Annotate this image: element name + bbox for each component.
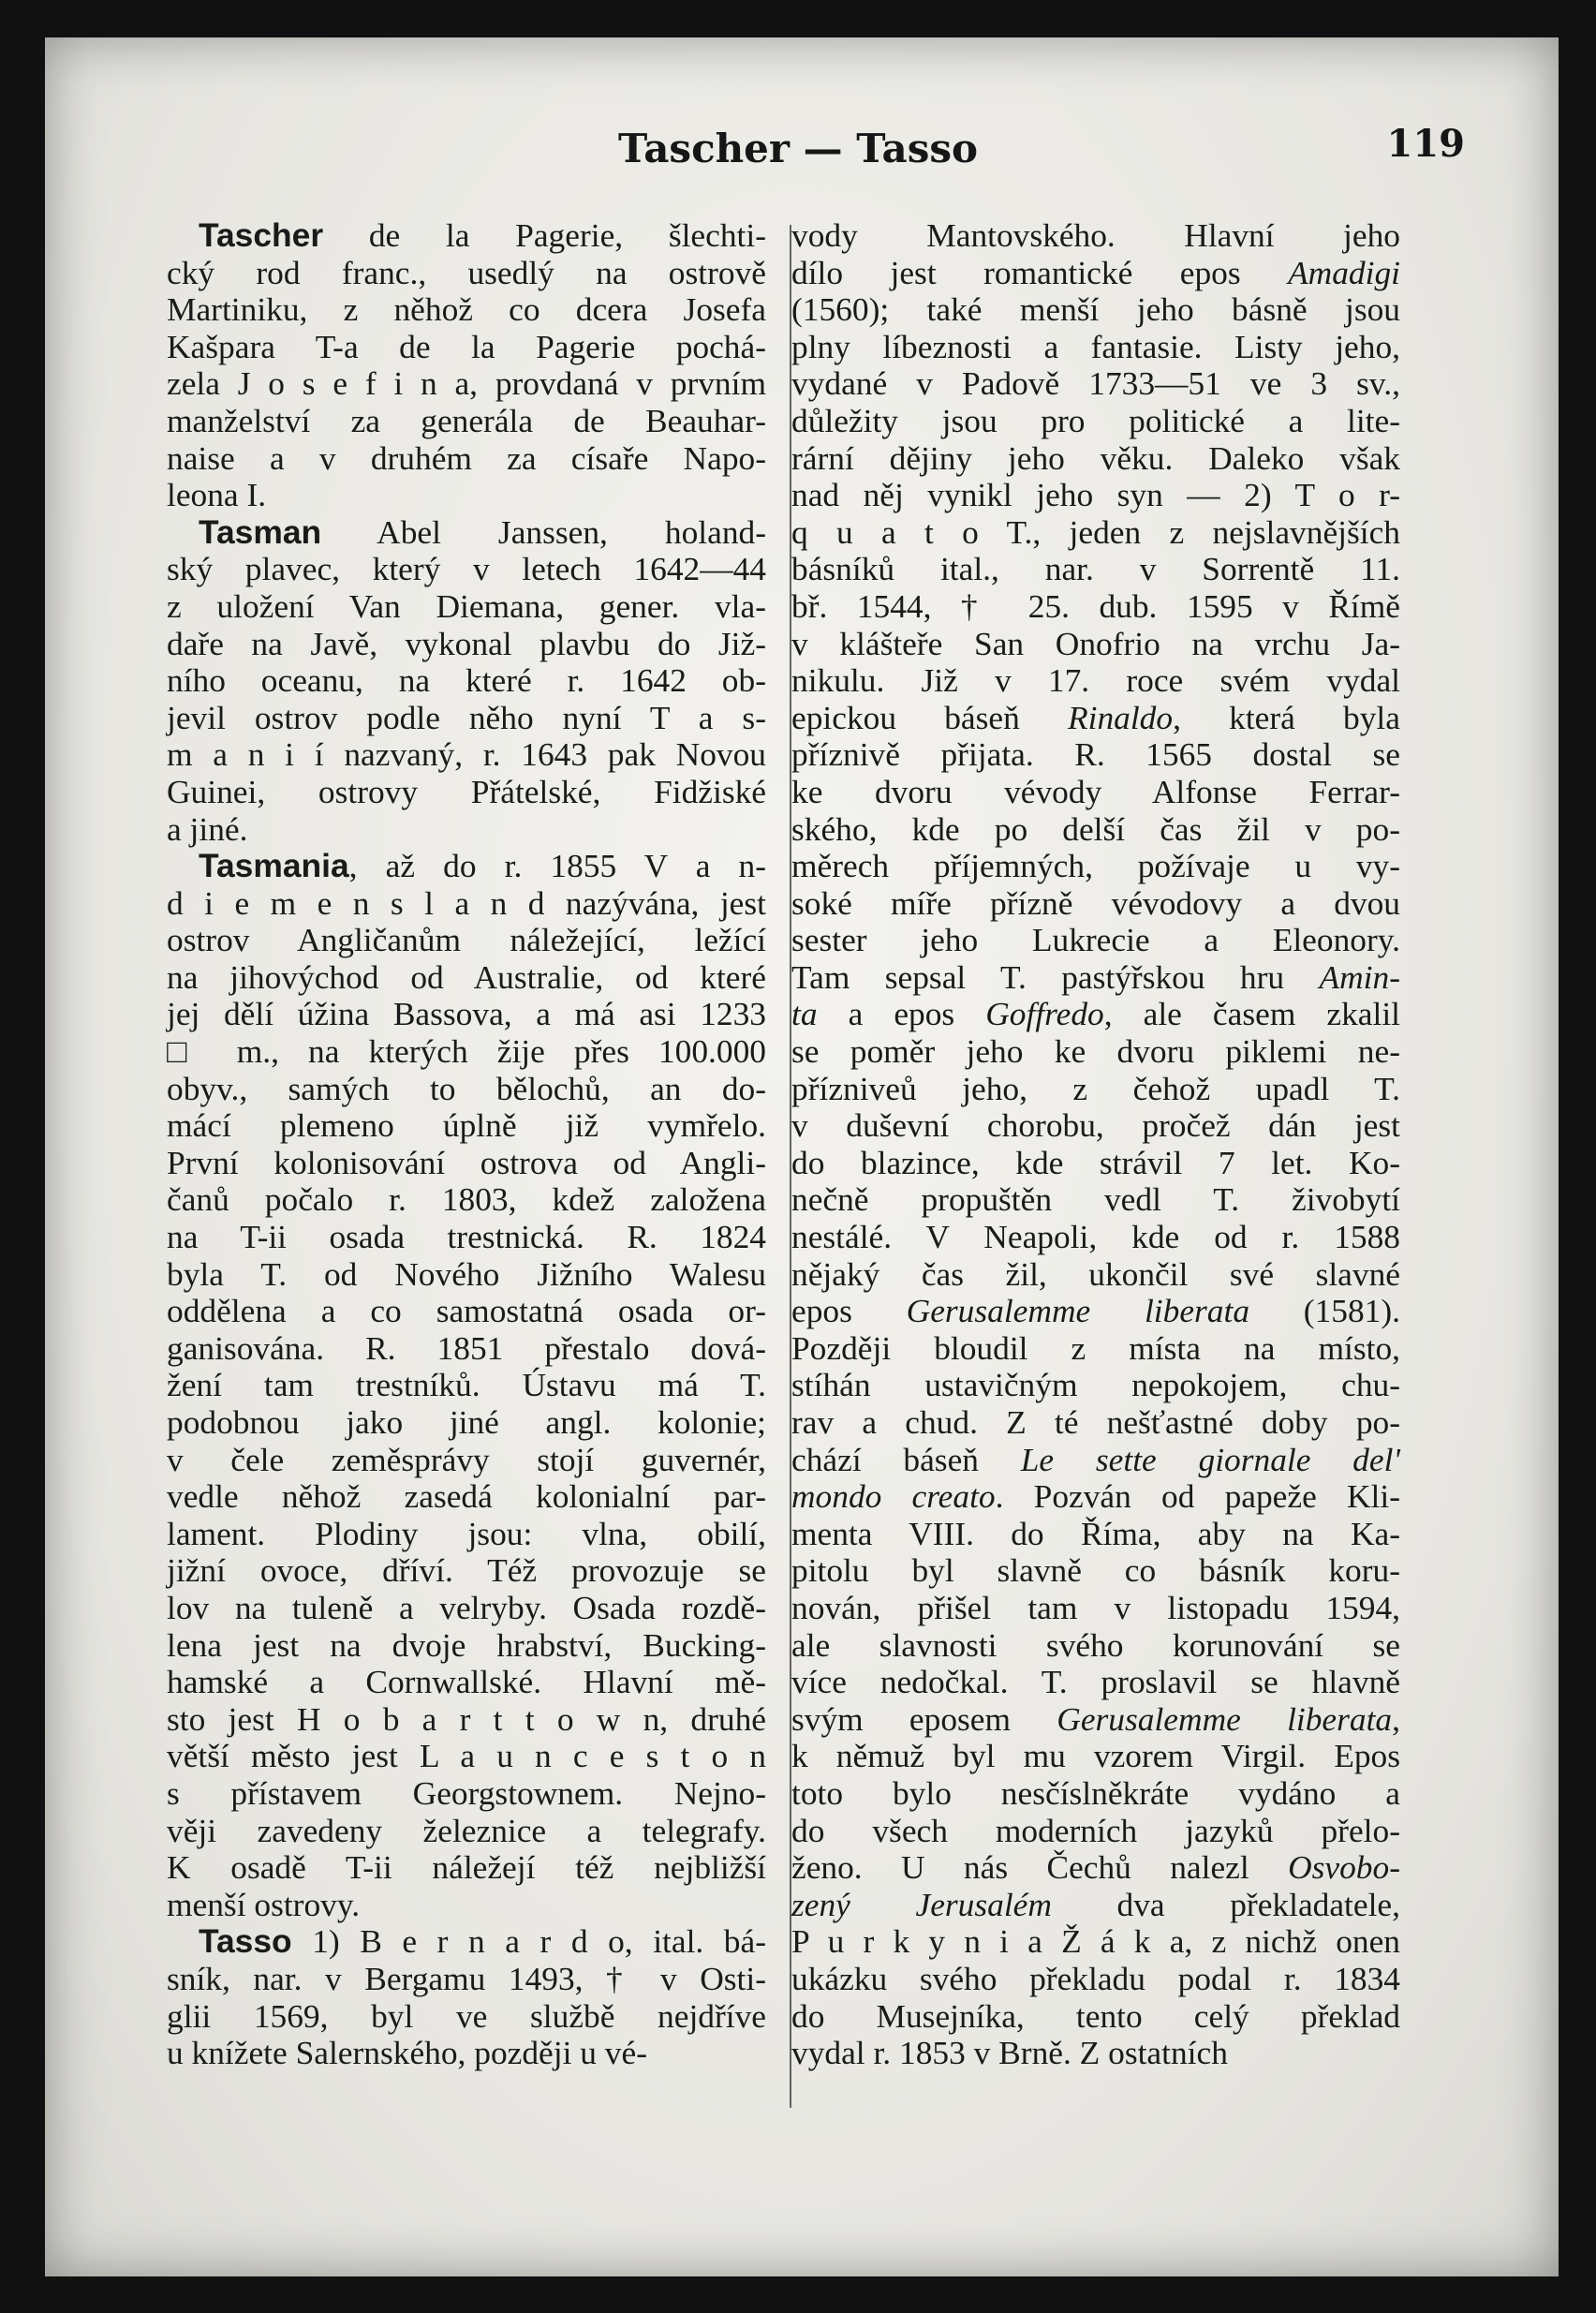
right-column: [791, 217, 1400, 2072]
text-line: [791, 403, 1400, 440]
line-text: hamské a Cornwallské. Hlavní mě-: [167, 1663, 766, 1701]
line-text: ního oceanu, na které r. 1642 ob-: [167, 661, 766, 700]
line-text: v čele zeměsprávy stojí guvernér,: [167, 1440, 766, 1478]
text-line: [791, 1775, 1400, 1813]
text-line: [791, 255, 1400, 292]
line-text: větší město jest L a u n c e s t o n: [167, 1737, 766, 1775]
text-line: [167, 588, 766, 626]
line-text: příznivě přijata. R. 1565 dostal se: [791, 735, 1400, 774]
line-text: lament. Plodiny jsou: vlna, obilí,: [167, 1514, 766, 1552]
line-text: m a n i í nazvaný, r. 1643 pak Novou: [167, 735, 766, 774]
italic-title: Amadigi: [1288, 253, 1400, 291]
text-line: [791, 1887, 1400, 1924]
line-text: toto bylo nesčíslněkráte vydáno a: [791, 1773, 1400, 1812]
text-line: [167, 1516, 766, 1553]
text-line: [167, 217, 766, 255]
entry-headword: Tascher: [199, 216, 324, 254]
text-line: [791, 1071, 1400, 1108]
text-line: [791, 1478, 1400, 1516]
text-line: [791, 1330, 1400, 1368]
line-text: ukázku svého překladu podal r. 1834: [791, 1959, 1400, 1997]
line-text: svým eposem: [791, 1699, 1057, 1738]
line-text: jej dělí úžina Bassova, a má asi 1233: [167, 995, 766, 1033]
italic-title: Gerusalemme liberata: [906, 1292, 1250, 1330]
text-line: [791, 811, 1400, 849]
line-text: de la Pagerie, šlechti-: [323, 216, 766, 254]
line-text: žení tam trestníků. Ústavu má T.: [167, 1366, 766, 1404]
line-text: (1581).: [1249, 1292, 1400, 1330]
line-text: soké míře přízně vévodovy a dvou: [791, 883, 1400, 922]
text-line: [791, 329, 1400, 366]
text-line: [167, 700, 766, 737]
line-text: v duševní chorobu, pročež dán jest: [791, 1106, 1400, 1145]
line-text: ke dvoru vévody Alfonse Ferrar-: [791, 772, 1400, 810]
text-line: [167, 403, 766, 440]
line-text: , až do r. 1855 V a n-: [348, 847, 766, 885]
line-text: mácí plemeno úplně již vymřelo.: [167, 1106, 766, 1145]
text-line: [167, 1478, 766, 1516]
text-line: [167, 255, 766, 292]
text-line: [791, 1849, 1400, 1887]
line-text: sník, nar. v Bergamu 1493, † v Osti-: [167, 1959, 766, 1997]
line-text: (1560); také menší jeho básně jsou: [791, 290, 1400, 329]
line-text: nějaký čas žil, ukončil své slavné: [791, 1254, 1400, 1293]
text-line: [167, 736, 766, 774]
text-line: [791, 959, 1400, 997]
line-text: menta VIII. do Říma, aby na Ka-: [791, 1514, 1400, 1552]
line-text: čanů počalo r. 1803, kdež založena: [167, 1180, 766, 1219]
entry-headword: Tasmania: [199, 847, 349, 885]
text-line: [167, 1071, 766, 1108]
text-line: [167, 1849, 766, 1887]
text-line: [791, 885, 1400, 923]
text-line: [167, 1330, 766, 1368]
text-line: [791, 1145, 1400, 1182]
text-line: [791, 2035, 1400, 2072]
line-text: důležity jsou pro politické a lite-: [791, 401, 1400, 439]
text-line: [167, 2035, 766, 2072]
line-text: manželství za generála de Beauhar-: [167, 401, 766, 439]
line-text: plny líbeznosti a fantasie. Listy jeho,: [791, 327, 1400, 365]
line-text: glii 1569, byl ve službě nejdříve: [167, 1996, 766, 2035]
text-line: [167, 1627, 766, 1665]
line-text: ostrov Angličanům náležející, ležící: [167, 921, 766, 959]
text-line: [167, 996, 766, 1033]
line-text: , která byla: [1173, 698, 1400, 736]
text-line: [167, 1033, 766, 1071]
italic-title: Gerusalemme liberata: [1057, 1699, 1393, 1738]
text-line: [791, 1107, 1400, 1145]
text-line: [167, 291, 766, 329]
line-text: chází báseň: [791, 1440, 1021, 1478]
line-text: do Musejníka, tento celý překlad: [791, 1996, 1400, 2035]
line-text: 1) B e r n a r d o, ital. bá-: [291, 1922, 766, 1961]
line-text: leona I.: [167, 476, 267, 514]
text-line: [167, 514, 766, 552]
line-text: podobnou jako jiné angl. kolonie;: [167, 1403, 766, 1441]
line-text: P u r k y n i a Ž á k a, z nichž onen: [791, 1922, 1400, 1961]
text-line: [791, 1664, 1400, 1701]
text-line: [167, 440, 766, 478]
line-text: obyv., samých to bělochů, an do-: [167, 1069, 766, 1107]
text-line: [791, 514, 1400, 552]
line-text: a epos: [817, 995, 986, 1033]
line-text: Martiniku, z něhož co dcera Josefa: [167, 290, 766, 329]
line-text: cký rod franc., usedlý na ostrově: [167, 253, 766, 291]
line-text: d i e m e n s l a n d nazývána, jest: [167, 883, 766, 922]
line-text: epos: [791, 1292, 907, 1330]
text-line: [167, 811, 766, 849]
text-line: [791, 1590, 1400, 1627]
text-line: [791, 1627, 1400, 1665]
line-text: ský plavec, který v letech 1642—44: [167, 550, 766, 588]
text-line: [791, 1181, 1400, 1219]
line-text: s přístavem Georgstownem. Nejno-: [167, 1773, 766, 1812]
line-text: . Pozván od papeže Kli-: [995, 1477, 1400, 1516]
text-line: [167, 1590, 766, 1627]
text-line: [167, 662, 766, 700]
line-text: sto jest H o b a r t t o w n, druhé: [167, 1699, 766, 1738]
text-line: [791, 662, 1400, 700]
italic-title: Le sette giornale del': [1020, 1440, 1400, 1478]
line-text: ,: [1392, 1699, 1400, 1738]
line-text: nestálé. V Neapoli, kde od r. 1588: [791, 1218, 1400, 1256]
text-line: [791, 1961, 1400, 1998]
text-line: [167, 1107, 766, 1145]
text-line: [791, 588, 1400, 626]
text-line: [167, 626, 766, 663]
text-line: [791, 1552, 1400, 1590]
running-head: Tascher — Tasso: [617, 125, 979, 171]
text-line: [167, 1219, 766, 1256]
line-text: lena jest na dvoje hrabství, Bucking-: [167, 1625, 766, 1664]
text-line: [167, 551, 766, 588]
text-line: [167, 1181, 766, 1219]
text-line: [791, 1516, 1400, 1553]
text-line: [791, 1219, 1400, 1256]
line-text: naise a v druhém za císaře Napo-: [167, 438, 766, 477]
text-line: [167, 1775, 766, 1813]
text-line: [791, 365, 1400, 403]
text-line: [791, 551, 1400, 588]
line-text: na jihovýchod od Australie, od které: [167, 957, 766, 996]
line-text: dílo jest romantické epos: [791, 253, 1289, 291]
italic-title: zený Jerusalém: [791, 1885, 1052, 1923]
line-text: měrech příjemných, požívaje u vy-: [791, 847, 1400, 885]
text-line: [167, 1961, 766, 1998]
text-line: [167, 1442, 766, 1479]
line-text: v klášteře San Onofrio na vrchu Ja-: [791, 624, 1400, 662]
line-text: daře na Javě, vykonal plavbu do Již-: [167, 624, 766, 662]
line-text: a jiné.: [167, 809, 248, 848]
text-line: [791, 848, 1400, 885]
text-line: [791, 440, 1400, 478]
line-text: u knížete Salernského, později u vé-: [167, 2034, 647, 2072]
text-line: [791, 1404, 1400, 1442]
text-line: [791, 1813, 1400, 1850]
line-text: vedle něhož zasedá kolonialní par-: [167, 1477, 766, 1516]
entry-headword: Tasman: [199, 512, 322, 551]
text-line: [791, 217, 1400, 255]
line-text: byla T. od Nového Jižního Walesu: [167, 1254, 766, 1293]
text-line: [791, 1701, 1400, 1739]
line-text: nikulu. Již v 17. roce svém vydal: [791, 661, 1400, 700]
line-text: věji zavedeny železnice a telegrafy.: [167, 1811, 766, 1849]
line-text: přízniveů jeho, z čehož upadl T.: [791, 1069, 1400, 1107]
text-line: [791, 1998, 1400, 2036]
line-text: ženo. U nás Čechů nalezl: [791, 1848, 1289, 1887]
line-text: dva překladatele,: [1051, 1885, 1400, 1923]
line-text: lov na tuleně a velryby. Osada rozdě-: [167, 1588, 766, 1626]
text-line: [167, 922, 766, 959]
text-line: [791, 1923, 1400, 1961]
line-text: sester jeho Lukrecie a Eleonory.: [791, 921, 1400, 959]
text-line: [791, 700, 1400, 737]
text-line: [167, 365, 766, 403]
text-line: [791, 291, 1400, 329]
line-text: vydal r. 1853 v Brně. Z ostatních: [791, 2034, 1228, 2072]
text-line: [791, 1256, 1400, 1294]
text-line: [791, 736, 1400, 774]
text-line: [167, 1552, 766, 1590]
line-text: oddělena a co samostatná osada or-: [167, 1292, 766, 1330]
line-text: nad něj vynikl jeho syn — 2) T o r-: [791, 476, 1400, 514]
line-text: z uložení Van Diemana, gener. vla-: [167, 586, 766, 625]
text-line: [167, 885, 766, 923]
line-text: více nedočkal. T. proslavil se hlavně: [791, 1663, 1400, 1701]
italic-title: ta: [791, 995, 818, 1033]
line-text: na T-ii osada trestnická. R. 1824: [167, 1218, 766, 1256]
text-line: [791, 1033, 1400, 1071]
text-line: [167, 1293, 766, 1330]
left-column: [167, 217, 766, 2072]
line-text: rární dějiny jeho věku. Daleko však: [791, 438, 1400, 477]
line-text: K osadě T-ii náležejí též nejbližší: [167, 1848, 766, 1887]
text-line: [167, 1701, 766, 1739]
entry-headword: Tasso: [199, 1922, 292, 1961]
line-text: ského, kde po delší čas žil v po-: [791, 809, 1400, 848]
text-line: [167, 1998, 766, 2036]
line-text: vydané v Padově 1733—51 ve 3 sv.,: [791, 364, 1400, 403]
text-line: [791, 1293, 1400, 1330]
text-line: [167, 1367, 766, 1404]
line-text: epickou báseň: [791, 698, 1068, 736]
line-text: vody Mantovského. Hlavní jeho: [791, 216, 1400, 254]
line-text: nečně propuštěn vedl T. živobytí: [791, 1180, 1400, 1219]
text-line: [167, 1738, 766, 1775]
line-text: k němuž byl mu vzorem Virgil. Epos: [791, 1737, 1400, 1775]
italic-title: Goffredo: [985, 995, 1104, 1033]
page-number: 119: [1386, 122, 1465, 166]
line-text: se poměr jeho ke dvoru piklemi ne-: [791, 1032, 1400, 1071]
line-text: stíhán ustavičným nepokojem, chu-: [791, 1366, 1400, 1404]
italic-title: Amin-: [1319, 957, 1400, 996]
line-text: q u a t o T., jeden z nejslavnějších: [791, 512, 1400, 551]
text-line: [791, 774, 1400, 811]
line-text: Guinei, ostrovy Přátelské, Fidžiské: [167, 772, 766, 810]
text-line: [791, 1442, 1400, 1479]
italic-title: Osvobo-: [1288, 1848, 1400, 1887]
line-text: Kašpara T-a de la Pagerie pochá-: [167, 327, 766, 365]
text-line: [167, 329, 766, 366]
line-text: básníků ital., nar. v Sorrentě 11.: [791, 550, 1400, 588]
line-text: bř. 1544, † 25. dub. 1595 v Římě: [791, 586, 1400, 625]
line-text: Tam sepsal T. pastýřskou hru: [791, 957, 1320, 996]
text-line: [791, 922, 1400, 959]
line-text: , ale časem zkalil: [1103, 995, 1400, 1033]
page-header: [131, 120, 1465, 176]
text-line: [167, 1256, 766, 1294]
italic-title: mondo creato: [791, 1477, 996, 1516]
text-line: [167, 1887, 766, 1924]
line-text: zela J o s e f i n a, provdaná v prvním: [167, 364, 766, 403]
text-line: [167, 1404, 766, 1442]
line-text: ganisována. R. 1851 přestalo dová-: [167, 1328, 766, 1367]
line-text: rav a chud. Z té nešťastné doby po-: [791, 1403, 1400, 1441]
text-line: [791, 1367, 1400, 1404]
line-text: □ m., na kterých žije přes 100.000: [167, 1032, 766, 1071]
line-text: Abel Janssen, holand-: [321, 512, 766, 551]
text-line: [167, 477, 766, 514]
text-line: [167, 774, 766, 811]
line-text: nován, přišel tam v listopadu 1594,: [791, 1588, 1400, 1626]
line-text: do všech moderních jazyků přelo-: [791, 1811, 1400, 1849]
line-text: ale slavnosti svého korunování se: [791, 1625, 1400, 1664]
line-text: jevil ostrov podle něho nyní T a s-: [167, 698, 766, 736]
text-line: [167, 1813, 766, 1850]
line-text: menší ostrovy.: [167, 1885, 361, 1923]
italic-title: Rinaldo: [1068, 698, 1174, 736]
text-line: [167, 959, 766, 997]
line-text: První kolonisování ostrova od Angli-: [167, 1143, 766, 1181]
text-line: [791, 996, 1400, 1033]
text-line: [167, 1145, 766, 1182]
text-line: [791, 477, 1400, 514]
text-line: [167, 1923, 766, 1961]
text-line: [791, 626, 1400, 663]
text-line: [791, 1738, 1400, 1775]
text-line: [167, 1664, 766, 1701]
line-text: pitolu byl slavně co básník koru-: [791, 1551, 1400, 1590]
line-text: do blazince, kde strávil 7 let. Ko-: [791, 1143, 1400, 1181]
line-text: jižní ovoce, dříví. Též provozuje se: [167, 1551, 766, 1590]
line-text: Později bloudil z místa na místo,: [791, 1328, 1400, 1367]
text-line: [167, 848, 766, 885]
